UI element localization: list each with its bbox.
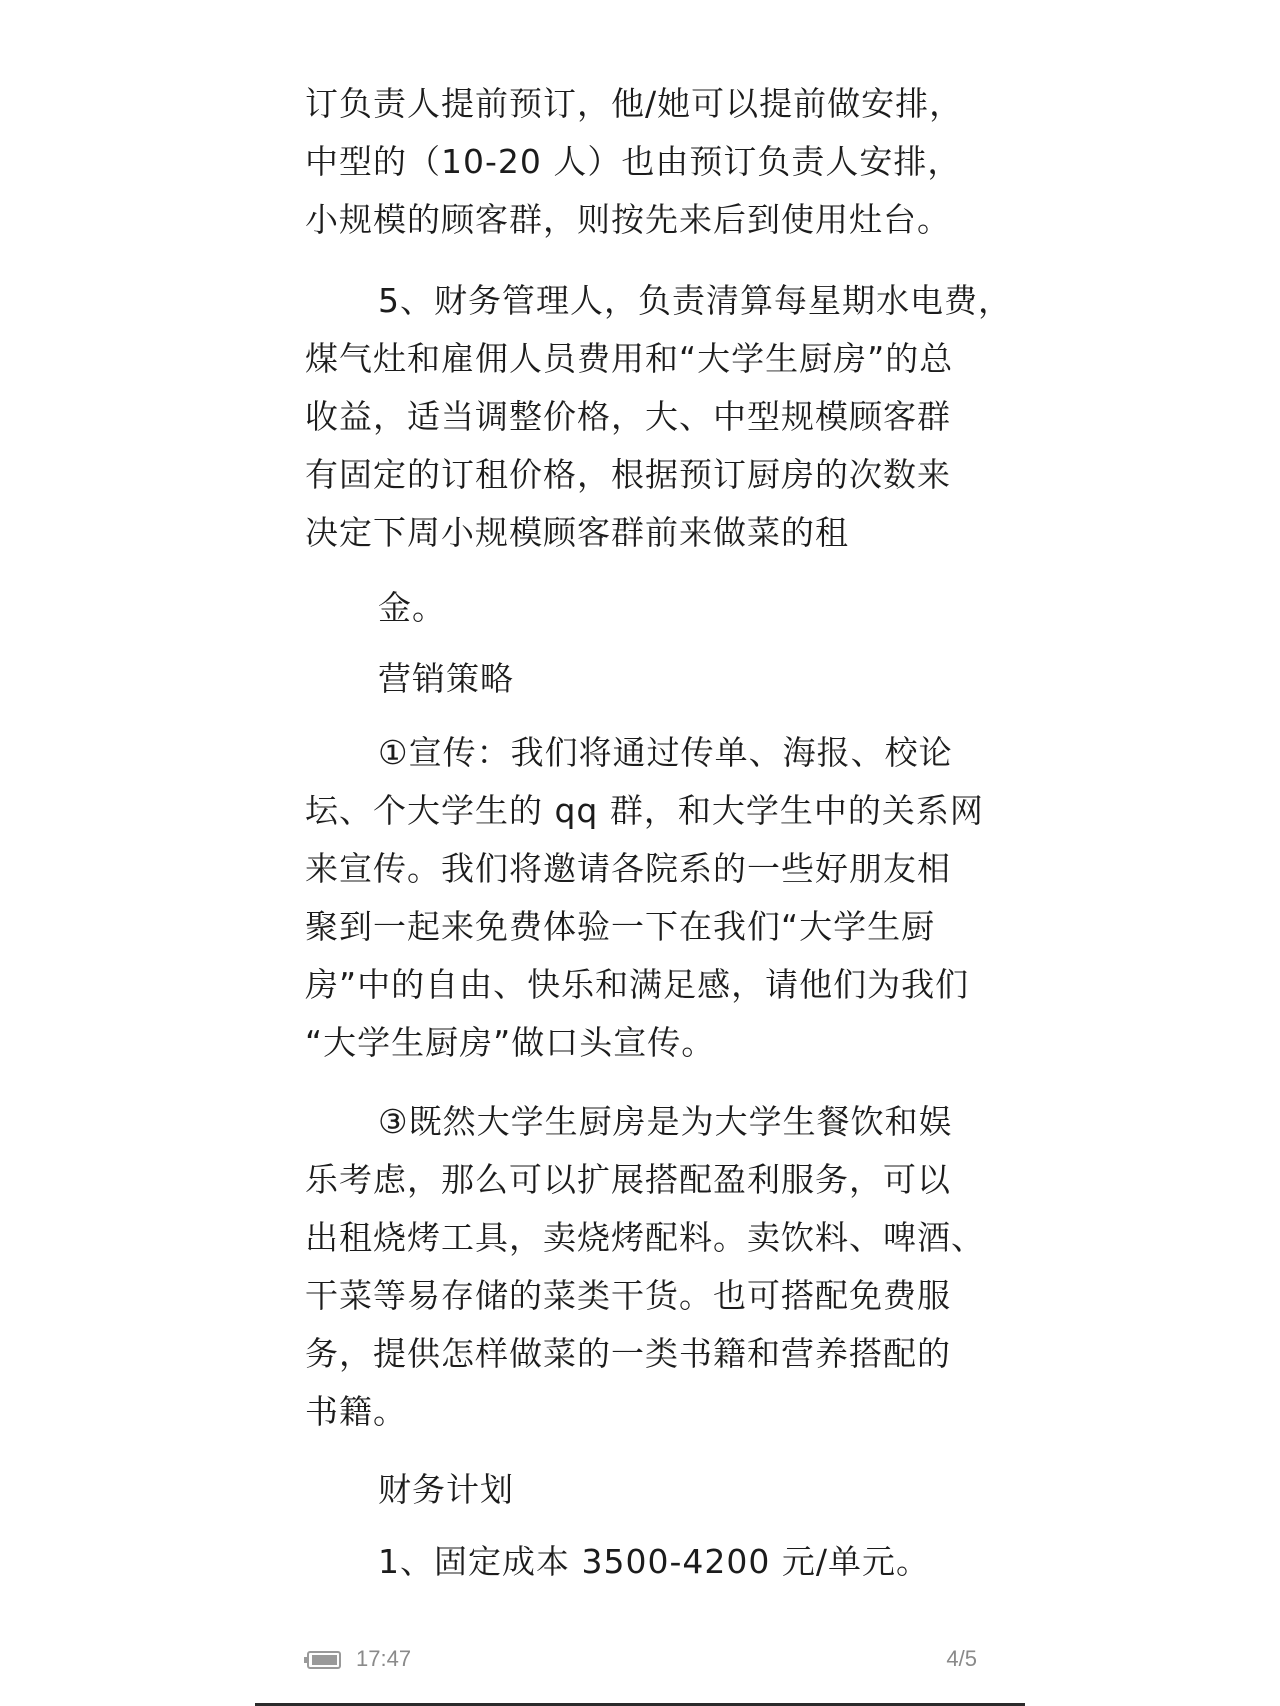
text-line: “大学生厨房”做口头宣传。	[305, 1023, 716, 1062]
text-line: 坛、个大学生的 qq 群，和大学生中的关系网	[305, 791, 984, 830]
text-line: 有固定的订租价格，根据预订厨房的次数来	[305, 455, 951, 494]
text-line: 出租烧烤工具，卖烧烤配料。卖饮料、啤酒、	[305, 1218, 985, 1257]
text-line: 书籍。	[305, 1392, 407, 1431]
text-line: 干菜等易存储的菜类干货。也可搭配免费服	[305, 1276, 951, 1315]
text-line: 小规模的顾客群，则按先来后到使用灶台。	[305, 200, 951, 239]
reader-status-bar	[300, 1640, 985, 1680]
text-line: 5、财务管理人，负责清算每星期水电费，	[378, 281, 1012, 320]
battery-icon	[304, 1650, 344, 1670]
text-line: ①宣传：我们将通过传单、海报、校论	[378, 733, 953, 772]
section-heading: 财务计划	[378, 1470, 514, 1509]
text-line: 订负责人提前预订，他/她可以提前做安排，	[305, 84, 964, 123]
page-indicator: 4/5	[946, 1646, 977, 1671]
text-line: 煤气灶和雇佣人员费用和“大学生厨房”的总	[305, 339, 954, 378]
text-line: 1、固定成本 3500-4200 元/单元。	[378, 1542, 930, 1581]
text-line: 来宣传。我们将邀请各院系的一些好朋友相	[305, 849, 951, 888]
text-line: 金。	[378, 588, 446, 627]
text-line: 聚到一起来免费体验一下在我们“大学生厨	[305, 907, 936, 946]
text-line: 乐考虑，那么可以扩展搭配盈利服务，可以	[305, 1160, 951, 1199]
text-line: 收益，适当调整价格，大、中型规模顾客群	[305, 397, 951, 436]
text-line: 中型的（10-20 人）也由预订负责人安排，	[305, 142, 962, 181]
text-line: 房”中的自由、快乐和满足感，请他们为我们	[305, 965, 970, 1004]
text-line: 务，提供怎样做菜的一类书籍和营养搭配的	[305, 1334, 951, 1373]
clock-time: 17:47	[356, 1646, 412, 1671]
section-heading: 营销策略	[378, 659, 514, 698]
text-line: 决定下周小规模顾客群前来做菜的租	[305, 513, 849, 552]
text-line: ③既然大学生厨房是为大学生餐饮和娱	[378, 1102, 953, 1141]
